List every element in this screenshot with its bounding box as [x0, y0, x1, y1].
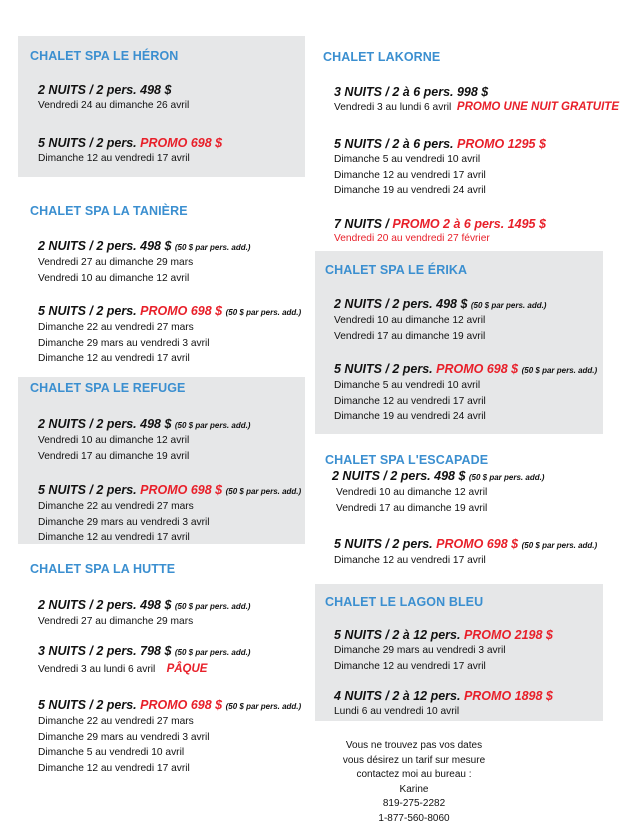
extra-person-note: (50 $ par pers. add.): [521, 366, 598, 375]
offer-date: Dimanche 12 au vendredi 17 avril: [334, 555, 486, 566]
offer-escapade-1: [332, 469, 544, 516]
promo-price: PROMO 698 $: [436, 537, 519, 551]
offer-escapade-2: [334, 537, 597, 569]
offer-heading: 5 NUITS / 2 pers. PROMO 698 $: [38, 136, 223, 150]
offer-hutte-2: [38, 644, 250, 679]
promo-price: PROMO 2198 $: [463, 628, 553, 642]
offer-date: Vendredi 17 au dimanche 19 avril: [334, 330, 486, 342]
free-night-tag: PROMO UNE NUIT GRATUITE: [456, 101, 619, 113]
offer-date: Dimanche 29 mars au vendredi 3 avril: [38, 516, 210, 528]
extra-person-note: (50 $ par pers. add.): [174, 421, 251, 430]
title-escapade: CHALET SPA L'ESCAPADE: [325, 453, 489, 467]
offer-date: Dimanche 12 au vendredi 17 avril: [334, 395, 486, 407]
promo-price: PROMO 1898 $: [463, 689, 553, 703]
offer-date: Vendredi 24 au dimanche 26 avril: [38, 100, 190, 111]
offer-date: Vendredi 3 au lundi 6 avril PROMO UNE NUIT GRATUITE: [334, 101, 619, 113]
offer-heading: 4 NUITS / 2 à 12 pers. PROMO 1898 $: [334, 689, 553, 703]
offer-date: Dimanche 19 au vendredi 24 avril: [334, 411, 486, 422]
offer-date: Vendredi 17 au dimanche 19 avril: [38, 450, 190, 462]
promo-price: PROMO 698 $: [140, 698, 223, 712]
offer-date: Dimanche 5 au vendredi 10 avril: [334, 380, 481, 391]
offer-date: Vendredi 10 au dimanche 12 avril: [334, 315, 486, 326]
offer-heron-1: [38, 83, 189, 114]
offer-heading: 2 NUITS / 2 pers. 498 $ (50 $ par pers. add.): [38, 239, 251, 253]
title-hutte: CHALET SPA LA HUTTE: [30, 562, 176, 576]
offer-date: Dimanche 22 au vendredi 27 mars: [38, 322, 194, 333]
contact-name: Karine: [399, 783, 429, 795]
promo-price: PROMO 1295 $: [456, 137, 546, 151]
offer-date: Lundi 6 au vendredi 10 avril: [334, 706, 460, 717]
offer-date: Dimanche 22 au vendredi 27 mars: [38, 501, 194, 512]
offer-date: Dimanche 12 au vendredi 17 avril: [38, 762, 190, 774]
offer-lagon-1: [334, 628, 553, 674]
offer-heading: 5 NUITS / 2 pers. PROMO 698 $ (50 $ par pers. add.): [38, 304, 302, 318]
title-erika: CHALET SPA LE ÉRIKA: [325, 263, 468, 277]
offer-date: Dimanche 5 au vendredi 10 avril: [334, 154, 481, 165]
title-lagon: CHALET LE LAGON BLEU: [325, 595, 484, 609]
offer-erika-2: [334, 362, 597, 425]
offer-date: Dimanche 12 au vendredi 17 avril: [38, 353, 190, 364]
extra-person-note: (50 $ par pers. add.): [470, 301, 547, 310]
offer-date: Dimanche 12 au vendredi 17 avril: [38, 153, 190, 164]
extra-person-note: (50 $ par pers. add.): [225, 487, 302, 496]
contact-line: contactez moi au bureau :: [356, 769, 472, 781]
offer-refuge-2: [38, 483, 301, 546]
offer-date: Vendredi 3 au lundi 6 avril PÂQUE: [38, 663, 208, 675]
promo-price: PROMO 698 $: [436, 362, 519, 376]
offer-heading: 5 NUITS / 2 pers. PROMO 698 $ (50 $ par pers. add.): [334, 362, 598, 376]
promo-price: PROMO 698 $: [140, 136, 223, 150]
offer-date: Vendredi 20 au vendredi 27 février: [334, 233, 490, 244]
offer-date: Vendredi 10 au dimanche 12 avril: [38, 435, 190, 446]
offer-heading: 2 NUITS / 2 pers. 498 $ (50 $ par pers. add.): [38, 417, 251, 431]
offer-date: Vendredi 10 au dimanche 12 avril: [38, 272, 190, 284]
offer-date: Dimanche 19 au vendredi 24 avril: [334, 185, 486, 196]
offer-lagon-2: [334, 689, 553, 720]
offer-heading: 5 NUITS / 2 à 12 pers. PROMO 2198 $: [334, 628, 553, 642]
title-lakorne: CHALET LAKORNE: [323, 50, 441, 64]
offer-date: Vendredi 17 au dimanche 19 avril: [336, 502, 488, 514]
extra-person-note: (50 $ par pers. add.): [225, 702, 302, 711]
offer-date: Dimanche 12 au vendredi 17 avril: [38, 532, 190, 543]
extra-person-note: (50 $ par pers. add.): [468, 473, 545, 482]
extra-person-note: (50 $ par pers. add.): [225, 308, 302, 317]
offer-heron-2: [38, 136, 222, 167]
offer-heading: 3 NUITS / 2 à 6 pers. 998 $: [334, 85, 489, 99]
offer-heading: 2 NUITS / 2 pers. 498 $ (50 $ par pers. add.): [334, 297, 547, 311]
offer-erika-1: [334, 297, 546, 344]
offer-taniere-2: [38, 304, 301, 367]
offer-date: Vendredi 27 au dimanche 29 mars: [38, 257, 194, 268]
title-taniere: CHALET SPA LA TANIÈRE: [30, 204, 188, 218]
contact-phone-tollfree: 1-877-560-8060: [378, 812, 450, 824]
offer-lakorne-2: [334, 137, 546, 199]
offer-heading: 3 NUITS / 2 pers. 798 $ (50 $ par pers. add.): [38, 644, 251, 658]
offer-heading: 5 NUITS / 2 pers. PROMO 698 $ (50 $ par pers. add.): [334, 537, 598, 551]
offer-heading: 7 NUITS / PROMO 2 à 6 pers. 1495 $: [334, 217, 546, 231]
offer-hutte-1: [38, 598, 250, 630]
offer-heading: 2 NUITS / 2 pers. 498 $ (50 $ par pers. add.): [332, 469, 545, 483]
title-heron: CHALET SPA LE HÉRON: [30, 49, 179, 63]
offer-heading: 5 NUITS / 2 à 6 pers. PROMO 1295 $: [334, 137, 546, 151]
contact-line: vous désirez un tarif sur mesure: [342, 754, 486, 766]
contact-line: Vous ne trouvez pas vos dates: [345, 740, 483, 751]
offer-date: Dimanche 5 au vendredi 10 avril: [38, 747, 185, 758]
offer-lakorne-1: [334, 85, 619, 116]
promo-price: PROMO 2 à 6 pers. 1495 $: [392, 217, 546, 231]
offer-heading: 2 NUITS / 2 pers. 498 $ (50 $ par pers. add.): [38, 598, 251, 612]
contact-block: [316, 739, 512, 827]
offer-taniere-1: [38, 239, 250, 286]
title-refuge: CHALET SPA LE REFUGE: [30, 381, 186, 395]
promo-price: PROMO 698 $: [140, 483, 223, 497]
offer-lakorne-3: [334, 217, 546, 246]
offer-date: Dimanche 29 mars au vendredi 3 avril: [38, 337, 210, 349]
offer-date: Dimanche 29 mars au vendredi 3 avril: [334, 645, 506, 656]
offer-heading: 2 NUITS / 2 pers. 498 $: [38, 83, 172, 97]
extra-person-note: (50 $ par pers. add.): [174, 648, 251, 657]
extra-person-note: (50 $ par pers. add.): [174, 602, 251, 611]
easter-tag: PÂQUE: [166, 663, 208, 675]
offer-date: Dimanche 22 au vendredi 27 mars: [38, 716, 194, 727]
offer-refuge-1: [38, 417, 250, 464]
promo-price: PROMO 698 $: [140, 304, 223, 318]
offer-heading: 5 NUITS / 2 pers. PROMO 698 $ (50 $ par pers. add.): [38, 698, 302, 712]
offer-date: Vendredi 10 au dimanche 12 avril: [336, 487, 488, 498]
contact-phone: 819-275-2282: [382, 798, 446, 810]
offer-heading: 5 NUITS / 2 pers. PROMO 698 $ (50 $ par pers. add.): [38, 483, 302, 497]
offer-date: Dimanche 12 au vendredi 17 avril: [334, 169, 486, 181]
extra-person-note: (50 $ par pers. add.): [174, 243, 251, 252]
offer-date: Vendredi 27 au dimanche 29 mars: [38, 616, 194, 627]
offer-date: Dimanche 12 au vendredi 17 avril: [334, 660, 486, 672]
extra-person-note: (50 $ par pers. add.): [521, 541, 598, 550]
offer-date: Dimanche 29 mars au vendredi 3 avril: [38, 731, 210, 743]
offer-hutte-3: [38, 698, 301, 776]
